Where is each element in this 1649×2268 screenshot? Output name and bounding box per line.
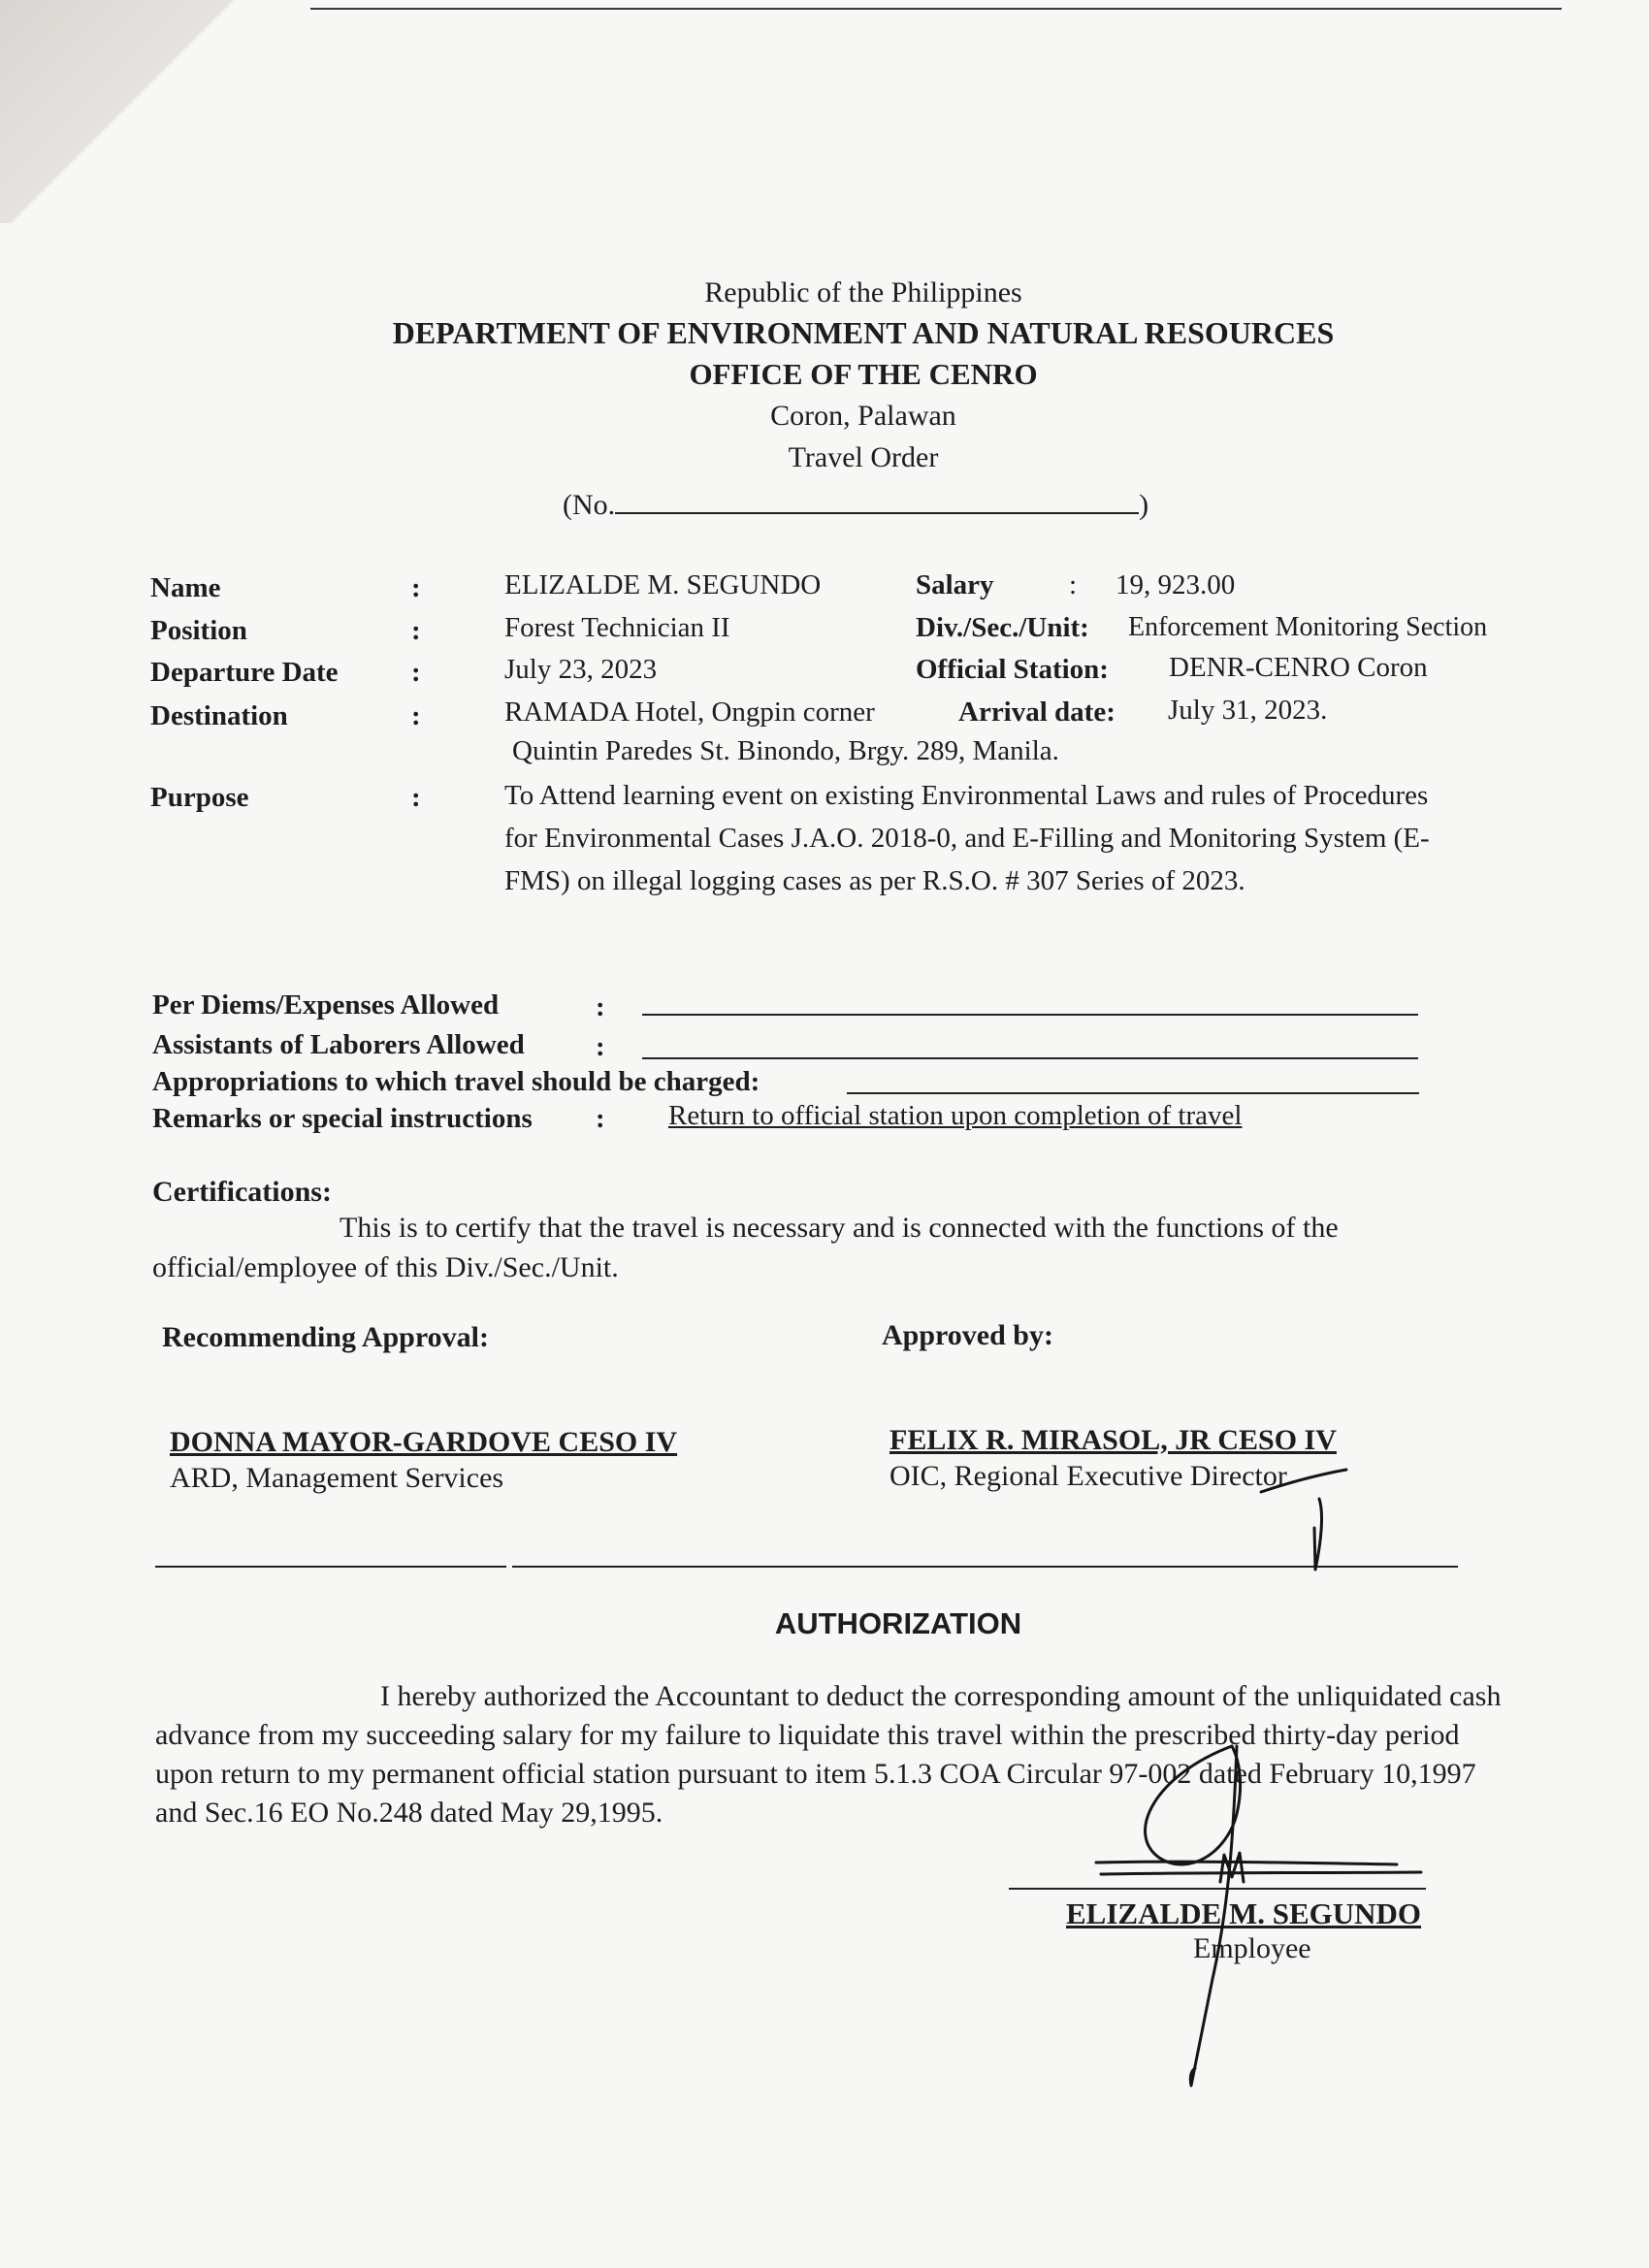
republic-heading: Republic of the Philippines	[704, 276, 1022, 308]
destination-line1: RAMADA Hotel, Ongpin corner	[504, 697, 875, 728]
employee-signature-line	[1009, 1888, 1426, 1890]
top-edge-line	[310, 8, 1562, 10]
station-value: DENR-CENRO Coron	[1169, 652, 1428, 683]
remarks-value: Return to official station upon completion of travel	[668, 1100, 1243, 1131]
per-diems-colon: :	[596, 991, 605, 1022]
name-value: ELIZALDE M. SEGUNDO	[504, 569, 822, 600]
employee-signature-m	[1220, 1853, 1244, 1882]
authorization-text: I hereby authorized the Accountant to deduct the corresponding amount of the unliquidated cash advance from my succeeding salary for my failure to liquidate this travel within the prescribed thirty-day period upon return to my permanent official station pursuant to item 5.1.3 COA Circular 97-002 dated February 10,1997 and Sec.16 EO No.248 dated May 29,1995.	[155, 1680, 1502, 1829]
purpose-value: To Attend learning event on existing Environmental Laws and rules of Procedures for Environmental Cases J.A.O. 2018-0, and E-Filling and Monitoring System (E-FMS) on illegal logging cases as per R.S.O. # 307 Series of 2023.	[504, 780, 1430, 896]
remarks-label: Remarks or special instructions	[152, 1103, 533, 1134]
approver-name: FELIX R. MIRASOL, JR CESO IV	[889, 1424, 1337, 1456]
salary-label: Salary	[916, 569, 994, 600]
name-label: Name	[150, 572, 221, 603]
destination-line2: Quintin Paredes St. Binondo, Brgy. 289, Manila.	[512, 735, 1059, 766]
departure-colon: :	[411, 657, 421, 688]
approver-title: OIC, Regional Executive Director	[889, 1460, 1287, 1492]
appropriations-label: Appropriations to which travel should be charged:	[152, 1066, 760, 1097]
position-label: Position	[150, 615, 247, 646]
purpose-label: Purpose	[150, 782, 249, 813]
office-heading: OFFICE OF THE CENRO	[689, 357, 1038, 391]
employee-signature-bar-1	[1096, 1862, 1397, 1864]
departure-value: July 23, 2023	[504, 654, 658, 685]
salary-colon: :	[1069, 569, 1078, 600]
assistants-colon: :	[596, 1031, 605, 1062]
appropriations-blank	[847, 1092, 1419, 1094]
folded-corner	[0, 0, 291, 223]
recommending-approval-label: Recommending Approval:	[162, 1321, 489, 1353]
destination-label: Destination	[150, 700, 288, 731]
divider-line-right	[512, 1566, 1458, 1568]
station-label: Official Station:	[916, 654, 1109, 685]
assistants-label: Assistants of Laborers Allowed	[152, 1029, 525, 1060]
order-number-suffix: )	[1139, 489, 1149, 521]
certification-text: This is to certify that the travel is necessary and is connected with the functions of the official/employee of this Div./Sec./Unit.	[152, 1212, 1339, 1283]
certifications-heading: Certifications:	[152, 1176, 332, 1208]
approved-by-label: Approved by:	[882, 1319, 1053, 1351]
arrival-label: Arrival date:	[958, 697, 1116, 728]
order-number-prefix: (No.	[563, 489, 616, 521]
departure-label: Departure Date	[150, 657, 339, 688]
destination-colon: :	[411, 700, 421, 731]
remarks-colon: :	[596, 1103, 605, 1134]
order-number-blank	[615, 485, 1139, 514]
employee-title: Employee	[1193, 1932, 1311, 1964]
recommender-name: DONNA MAYOR-GARDOVE CESO IV	[170, 1426, 678, 1458]
purpose-colon: :	[411, 782, 421, 813]
arrival-value: July 31, 2023.	[1168, 695, 1328, 726]
unit-label: Div./Sec./Unit:	[916, 612, 1089, 643]
order-number-field	[563, 485, 1148, 522]
employee-name: ELIZALDE M. SEGUNDO	[1066, 1896, 1422, 1930]
position-value: Forest Technician II	[504, 612, 730, 643]
salary-value: 19, 923.00	[1116, 569, 1236, 600]
document-title: Travel Order	[788, 441, 939, 473]
divider-line-left	[155, 1566, 506, 1568]
name-colon: :	[411, 572, 421, 603]
authorization-heading: AUTHORIZATION	[774, 1606, 1022, 1640]
department-heading: DEPARTMENT OF ENVIRONMENT AND NATURAL RESOURCES	[392, 315, 1335, 350]
recommender-title: ARD, Management Services	[170, 1462, 504, 1494]
position-colon: :	[411, 615, 421, 646]
per-diems-blank	[642, 1014, 1418, 1016]
office-location: Coron, Palawan	[770, 400, 956, 432]
assistants-blank	[642, 1057, 1418, 1059]
per-diems-label: Per Diems/Expenses Allowed	[152, 989, 500, 1021]
employee-signature-bar-2	[1101, 1872, 1421, 1874]
unit-value: Enforcement Monitoring Section	[1128, 612, 1488, 642]
